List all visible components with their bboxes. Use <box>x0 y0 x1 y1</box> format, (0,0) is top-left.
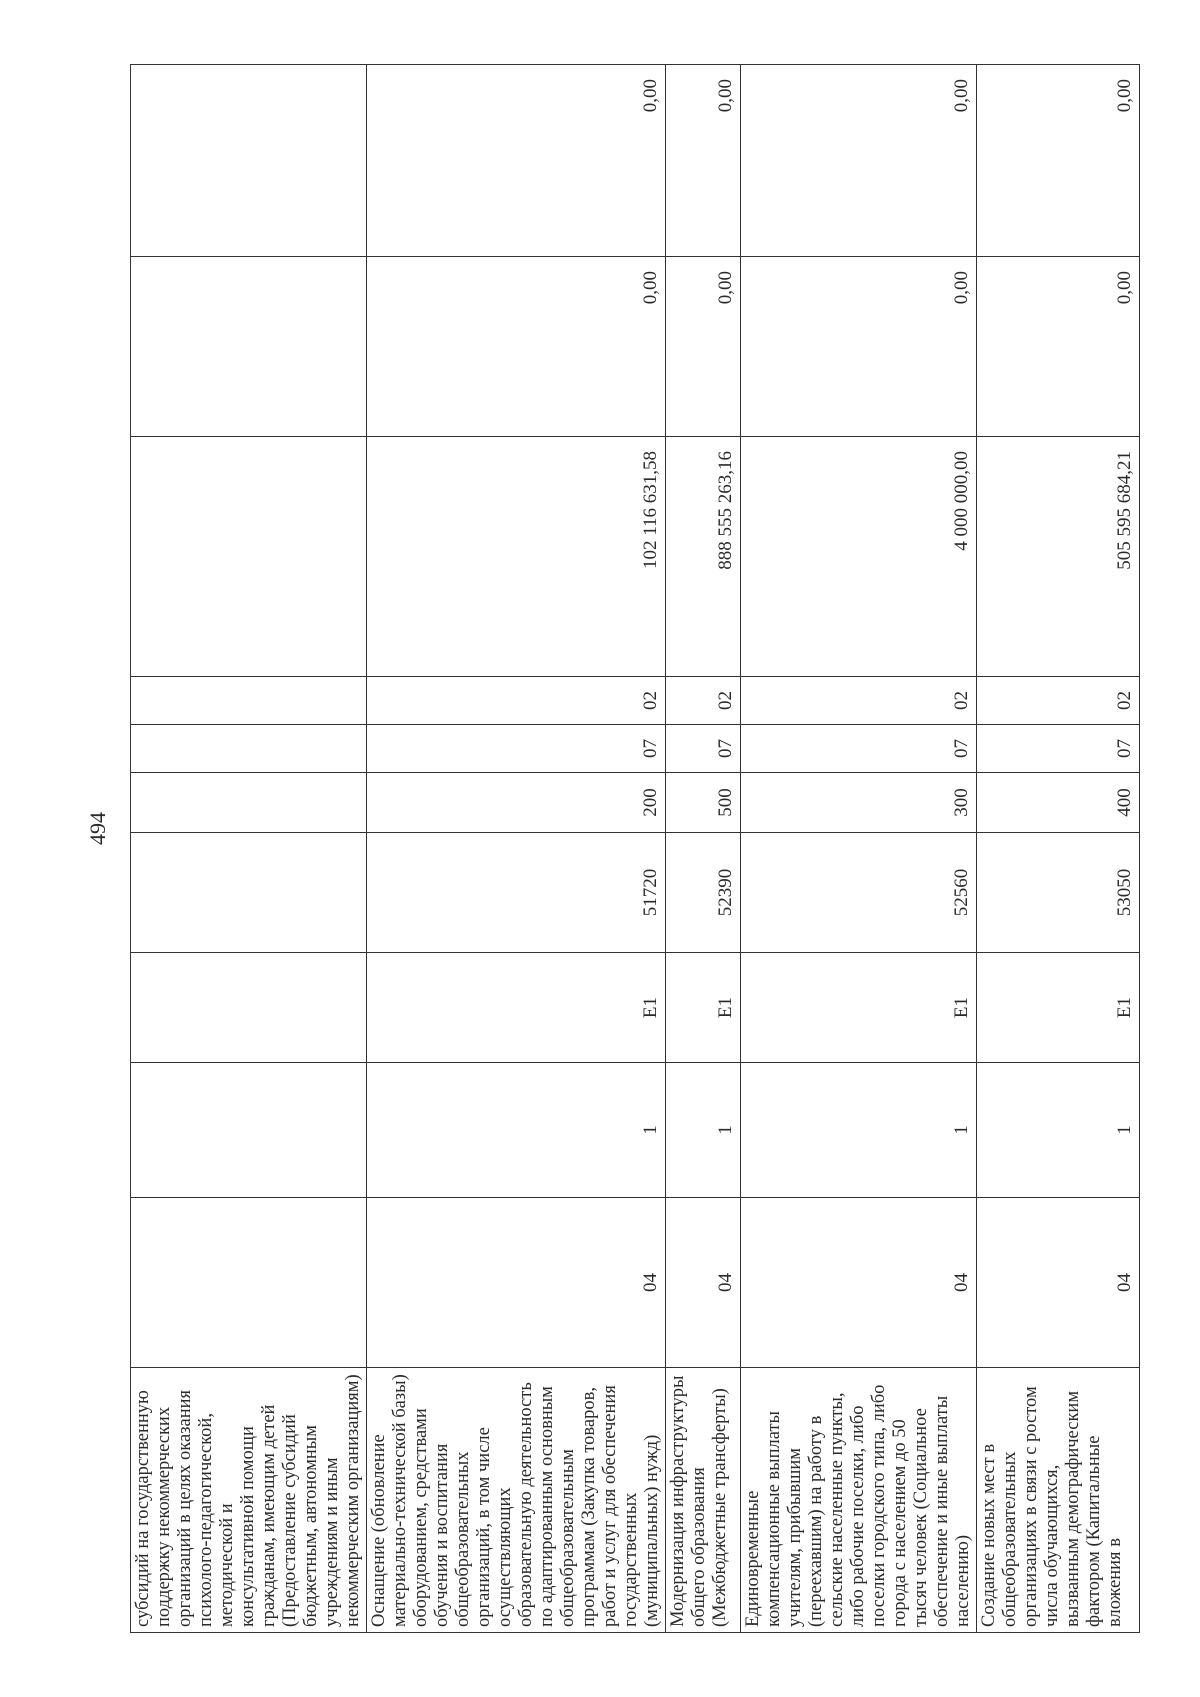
cell-col2: 1 <box>977 1063 1140 1198</box>
table-row <box>367 65 666 1633</box>
table-row <box>666 65 741 1633</box>
row-description: Создание новых мест в общеобразовательных организациях в связи с ростом числа обучающихся, вызванным демографическим фактором (Капитальные вложения в <box>977 1368 1140 1633</box>
cell-col5: 400 <box>977 773 1140 833</box>
cell-col6: 07 <box>741 725 977 773</box>
cell-col4: 52560 <box>741 833 977 953</box>
table-row <box>977 65 1140 1633</box>
cell-col4 <box>131 833 367 953</box>
cell-col5 <box>131 773 367 833</box>
cell-col5: 200 <box>367 773 666 833</box>
cell-amount: 4 000 000,00 <box>741 437 977 677</box>
page-number: 494 <box>85 812 110 845</box>
row-description: Оснащение (обновление материально-технической базы) оборудованием, средствами обучения и воспитания общеобразовательных организаций, в том числе осуществляющих образовательную деятельность по адаптированным основным общеобразовательным программам (Закупка товаров, работ и услуг для обеспечения государственных (муниципальных) нужд) <box>367 1368 666 1633</box>
cell-amount <box>131 437 367 677</box>
budget-table <box>130 64 1140 1633</box>
cell-col7 <box>131 677 367 725</box>
cell-col5: 300 <box>741 773 977 833</box>
cell-amount3: 0,00 <box>367 65 666 257</box>
cell-col7: 02 <box>977 677 1140 725</box>
cell-col7: 02 <box>367 677 666 725</box>
row-description: субсидий на государственную поддержку некоммерческих организаций в целях оказания психолого-педагогической, методической и консультативной помощи гражданам, имеющим детей (Предоставление субсидий бюджетным, автономным учреждениям и иным некоммерческим организациям) <box>131 1368 367 1633</box>
cell-col6: 07 <box>977 725 1140 773</box>
cell-col3: Е1 <box>977 953 1140 1063</box>
cell-amount3 <box>131 65 367 257</box>
table-area <box>130 65 1135 1633</box>
cell-amount3: 0,00 <box>666 65 741 257</box>
cell-col2 <box>131 1063 367 1198</box>
rotated-table-wrapper <box>130 65 1135 1633</box>
cell-col1: 04 <box>666 1198 741 1368</box>
cell-col6 <box>131 725 367 773</box>
cell-col3: Е1 <box>367 953 666 1063</box>
cell-amount: 102 116 631,58 <box>367 437 666 677</box>
cell-amount: 505 595 684,21 <box>977 437 1140 677</box>
cell-col1 <box>131 1198 367 1368</box>
cell-col1: 04 <box>977 1198 1140 1368</box>
cell-col3 <box>131 953 367 1063</box>
cell-col4: 53050 <box>977 833 1140 953</box>
cell-col6: 07 <box>666 725 741 773</box>
cell-col6: 07 <box>367 725 666 773</box>
cell-amount: 888 555 263,16 <box>666 437 741 677</box>
cell-amount2: 0,00 <box>666 257 741 437</box>
cell-col1: 04 <box>367 1198 666 1368</box>
cell-col5: 500 <box>666 773 741 833</box>
cell-amount3: 0,00 <box>977 65 1140 257</box>
cell-amount2: 0,00 <box>741 257 977 437</box>
cell-col2: 1 <box>367 1063 666 1198</box>
cell-col7: 02 <box>666 677 741 725</box>
cell-col4: 52390 <box>666 833 741 953</box>
cell-col1: 04 <box>741 1198 977 1368</box>
table-row <box>131 65 367 1633</box>
row-description: Единовременные компенсационные выплаты учителям, прибывшим (переехавшим) на работу в сельские населенные пункты, либо рабочие поселки, либо поселки городского типа, либо города с населением до 50 тысяч человек (Социальное обеспечение и иные выплаты населению) <box>741 1368 977 1633</box>
row-description: Модернизация инфраструктуры общего образования (Межбюджетные трансферты) <box>666 1368 741 1633</box>
cell-amount2: 0,00 <box>367 257 666 437</box>
cell-col2: 1 <box>741 1063 977 1198</box>
cell-col2: 1 <box>666 1063 741 1198</box>
table-row <box>741 65 977 1633</box>
cell-amount3: 0,00 <box>741 65 977 257</box>
cell-col7: 02 <box>741 677 977 725</box>
cell-col3: Е1 <box>666 953 741 1063</box>
cell-col4: 51720 <box>367 833 666 953</box>
cell-amount2 <box>131 257 367 437</box>
cell-amount2: 0,00 <box>977 257 1140 437</box>
cell-col3: Е1 <box>741 953 977 1063</box>
